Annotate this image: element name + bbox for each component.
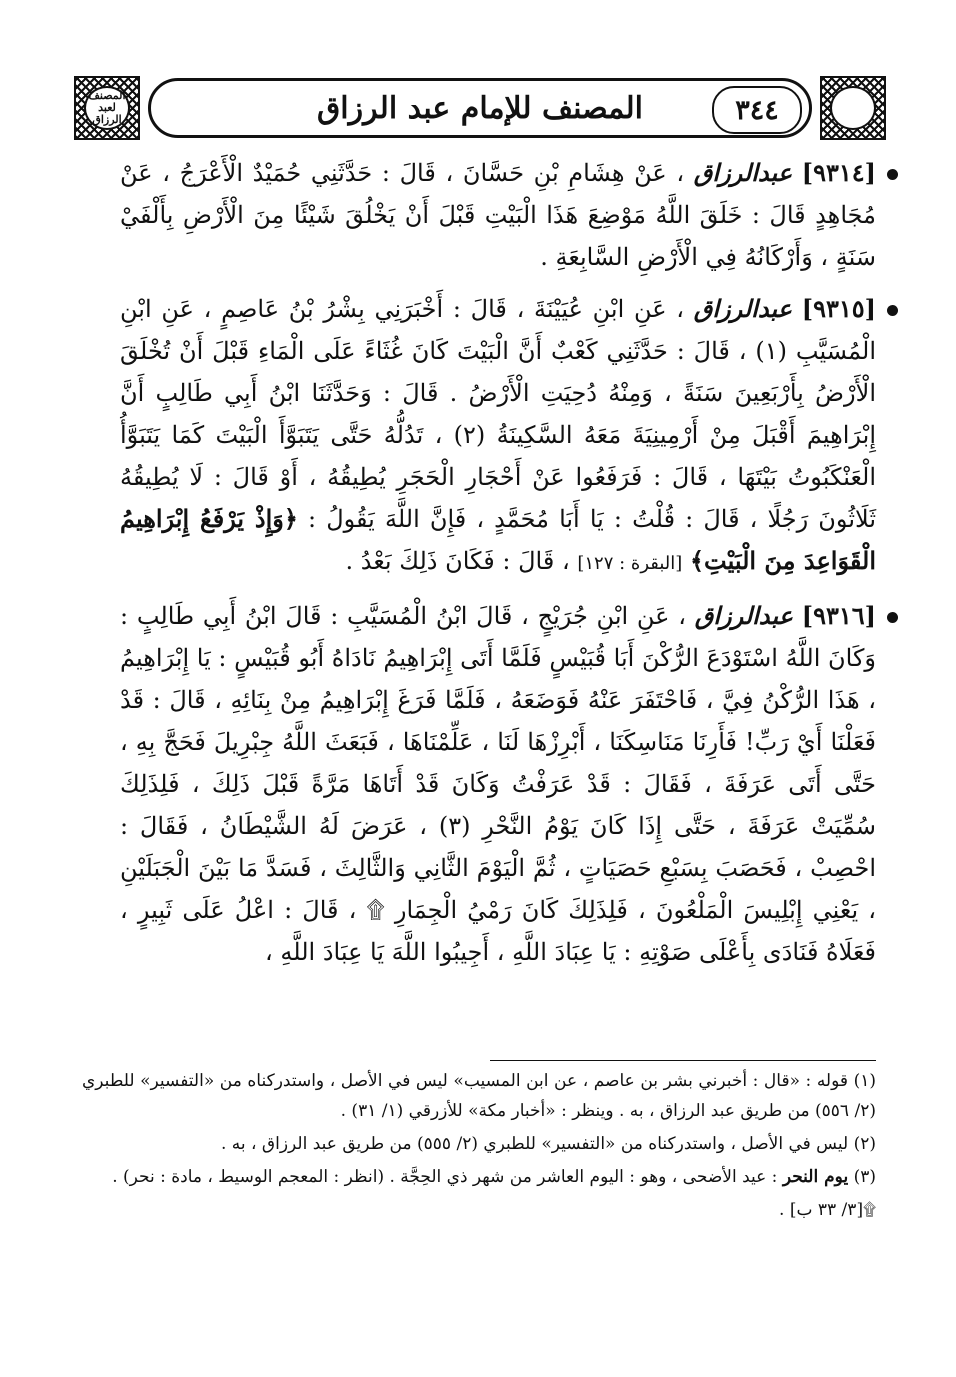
- narrator-name: عبدالرزاق: [693, 294, 792, 323]
- main-text: [120, 152, 876, 983]
- hadith-text: ، عَنِ ابْنِ جُرَيْجٍ ، قَالَ ابْنُ الْمُسَيَّبِ : قَالَ ابْنُ أَبِي طَالِبٍ : وَكَانَ اللَّهُ اسْتَوْدَعَ الرُّكْنَ أَبَا قُبَيْسٍ فَلَمَّا أَتَى إِبْرَاهِيمُ نَادَاهُ أَبُو قُبَيْسٍ : يَا إِبْرَاهِيمُ ، هَذَا الرُّكْنُ فِيَّ ، فَاحْتَفَرَ عَنْهُ فَوَضَعَهُ ، فَلَمَّا فَرَغَ إِبْرَاهِيمُ مِنْ بِنَائِهِ ، قَالَ : قَدْ فَعَلْنَا أَيْ رَبِّ! فَأَرِنَا مَنَاسِكَنَا ، أَبْرِزْهَا لَنَا ، عَلِّمْنَاهَا ، فَبَعَثَ اللَّهُ جِبْرِيلَ فَحَجَّ بِهِ ، حَتَّى أَتَى عَرَفَةَ ، فَقَالَ : قَدْ عَرَفْتُ وَكَانَ قَدْ أَتَاهَا مَرَّةً قَبْلَ ذَلِكَ ، فَلِذَلِكَ سُمِّيَتْ عَرَفَةَ ، حَتَّى إِذَا كَانَ يَوْمُ النَّحْرِ (٣) ، عَرَضَ لَهُ الشَّيْطَانُ ، فَقَالَ : احْصِبْ ، فَحَصَبَ بِسَبْعِ حَصَيَاتٍ ، ثُمَّ الْيَوْمَ الثَّانِي وَالثَّالِثَ ، فَسَدَّ مَا بَيْنَ الْجَبَلَيْنِ ، يَعْنِي إِبْلِيسَ الْمَلْعُونَ ، فَلِذَلِكَ كَانَ رَمْيُ الْجِمَارِ ۩ ، قَالَ : اعْلُ عَلَى ثَبِيرٍ ، فَعَلَاهُ فَنَادَى بِأَعْلَى صَوْتِهِ : يَا عِبَادَ اللَّهِ ، أَجِيبُوا اللَّهَ يَا عِبَادَ اللَّهِ ،: [120, 602, 877, 966]
- right-ornament-icon: [820, 76, 886, 140]
- page-header: [74, 74, 886, 146]
- hadith-text: ، عَنْ هِشَامِ بْنِ حَسَّانَ ، قَالَ : حَدَّثَنِي حُمَيْدٌ الْأَعْرَجُ ، عَنْ مُجَاهِدٍ قَالَ : خَلَقَ اللَّهُ مَوْضِعَ هَذَا الْبَيْتِ قَبْلَ أَنْ يَخْلُقَ شَيْئًا مِنَ الْأَرْضِ بِأَلْفَيْ سَنَةٍ ، وَأَرْكَانُهُ فِي الْأَرْضِ السَّابِعَةِ .: [120, 159, 876, 271]
- footnote-marker: (٣): [853, 1167, 876, 1187]
- book-title: المصنف للإمام عبد الرزاق: [317, 90, 643, 126]
- bullet-icon: [887, 612, 898, 623]
- narrator-name: عبدالرزاق: [694, 601, 793, 630]
- bullet-icon: [887, 169, 898, 180]
- footnote-text: : عيد الأضحى ، وهو : اليوم العاشر من شهر ذي الحِجَّة . (انظر : المعجم الوسيط ، مادة : نحر) .: [112, 1167, 778, 1187]
- footnote-1: [82, 1066, 876, 1126]
- footnote-term: يوم النحر: [782, 1167, 849, 1187]
- page-number: ٣٤٤: [712, 86, 802, 134]
- left-ornament-emblem: [74, 76, 140, 140]
- hadith-number: [٩٣١٤]: [801, 158, 876, 187]
- quran-reference: [البقرة : ١٢٧]: [577, 553, 683, 574]
- hadith-number: [٩٣١٥]: [801, 294, 876, 323]
- footnote-3: [82, 1162, 876, 1192]
- footnote-2: [82, 1129, 876, 1159]
- hadith-text: ، عَنِ ابْنِ عُيَيْنَةَ ، قَالَ : أَخْبَرَنِي بِشْرُ بْنُ عَاصِمٍ ، عَنِ ابْنِ الْمُسَيَّبِ (١) ، قَالَ : حَدَّثَنِي كَعْبٌ أَنَّ الْبَيْتَ كَانَ غُثَاءً عَلَى الْمَاءِ قَبْلَ أَنْ تُخْلَقَ الْأَرْضُ بِأَرْبَعِينَ سَنَةً ، وَمِنْهُ دُحِيَتِ الْأَرْضُ . قَالَ : وَحَدَّثَنَا ابْنُ أَبِي طَالِبٍ أَنَّ إِبْرَاهِيمَ أَقْبَلَ مِنْ أَرْمِينِيَةَ مَعَهُ السَّكِينَةُ (٢) ، تَدُلُّهُ حَتَّى يَتَبَوَّأَ الْبَيْتَ كَمَا يَتَبَوَّأُ الْعَنْكَبُوتُ بَيْتَهَا ، قَالَ : فَرَفَعُوا عَنْ أَحْجَارِ الْحَجَرِ يُطِيقُهُ ، أَوْ قَالَ : لَا يُطِيقُهُ ثَلَاثُونَ رَجُلًا ، قَالَ : قُلْتُ : يَا أَبَا مُحَمَّدٍ ، فَإِنَّ اللَّهَ يَقُولُ :: [120, 295, 877, 533]
- hadith-number: [٩٣١٦]: [801, 601, 876, 630]
- footnote-divider: [490, 1060, 876, 1061]
- footnote-text: قوله : «قال : أخبرني بشر بن عاصم ، عن ابن المسيب» ليس في الأصل ، واستدركناه من «التفسير» للطبري (٢/ ٥٥٦) من طريق عبد الرزاق ، به . وينظر : «أخبار مكة» للأزرقي (١/ ٣١) .: [82, 1071, 876, 1121]
- footnotes: [82, 1066, 876, 1228]
- hadith-9316: [120, 595, 876, 973]
- emblem-text: المصنف لعبد الرزاق: [84, 86, 130, 130]
- quran-verse: ﴿وَإِذْ يَرْفَعُ إِبْرَاهِيمُ الْقَوَاعِدَ مِنَ الْبَيْتِ﴾: [120, 504, 876, 575]
- hadith-text-end: ، قَالَ : فَكَانَ ذَلِكَ بَعْدُ .: [345, 547, 570, 575]
- footnote-marker: (٢): [853, 1134, 876, 1154]
- footnote-marker: (١): [853, 1071, 877, 1091]
- footnote-text: ليس في الأصل ، واستدركناه من «التفسير» للطبري (٢/ ٥٥٥) من طريق عبد الرزاق ، به .: [220, 1134, 849, 1154]
- narrator-name: عبدالرزاق: [693, 158, 793, 187]
- manuscript-page-ref: ۩[٣/ ٣٣ ب] .: [779, 1200, 876, 1220]
- hadith-9315: [120, 288, 876, 585]
- hadith-9314: [120, 152, 876, 278]
- manuscript-reference: [82, 1195, 876, 1225]
- bullet-icon: [887, 305, 898, 316]
